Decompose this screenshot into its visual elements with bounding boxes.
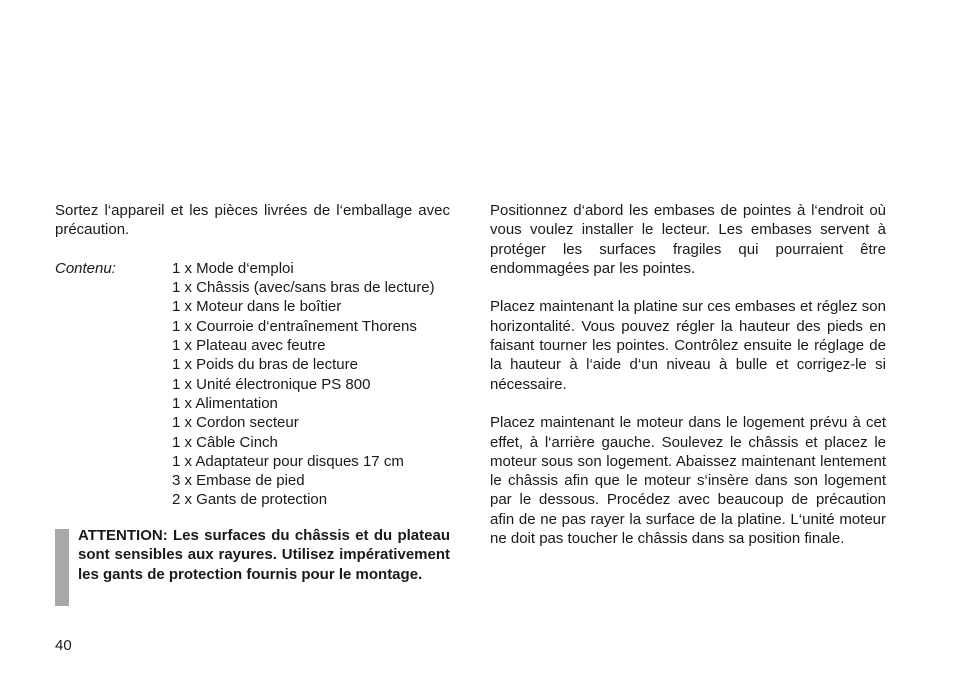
paragraph-motor: Placez maintenant le moteur dans le logement prévu à cet effet, à l‘arrière gauche. Soulevez le châssis et placez le moteur sous son logement. Abaissez maintenant lentement le châssis afin que le moteur s‘insère dans son logement par le dessous. Procédez avec beaucoup de précaution afin de ne pas rayer la surface de la platine. L‘unité moteur ne doit pas toucher le châssis dans sa position finale. [490, 414, 886, 548]
contents-item: 2 x Gants de protection [172, 491, 328, 509]
paragraph-positioning: Positionnez d‘abord les embases de pointes à l‘endroit où vous voulez installer le lecteur. Les embases servent à protéger les surfaces fragiles qui pourraient être endommagées par les pointes. [490, 202, 886, 277]
attention-text: ATTENTION: Les surfaces du châssis et du plateau sont sensibles aux rayures. Utilisez impérativement les gants de protection fournis pour le montage. [78, 527, 450, 583]
contents-item: 1 x Alimentation [172, 394, 278, 412]
contents-item: 1 x Moteur dans le boîtier [172, 298, 342, 316]
contents-list [172, 259, 450, 510]
contents-item: 1 x Adaptateur pour disques 17 cm [172, 452, 404, 470]
page-number: 40 [55, 637, 72, 654]
contents-label: Contenu: [55, 259, 116, 277]
contents-item: 1 x Câble Cinch [172, 433, 278, 451]
intro-paragraph: Sortez l‘appareil et les pièces livrées de l‘emballage avec précaution. [55, 202, 450, 239]
contents-item: 1 x Courroie d‘entraînement Thorens [172, 317, 417, 335]
contents-item: 1 x Cordon secteur [172, 414, 299, 432]
contents-item: 1 x Plateau avec feutre [172, 337, 326, 355]
contents-item: 1 x Châssis (avec/sans bras de lecture) [172, 279, 435, 297]
contents-item: 3 x Embase de pied [172, 472, 305, 490]
attention-bar [55, 529, 69, 606]
left-column [55, 201, 450, 510]
contents-item: 1 x Unité électronique PS 800 [172, 375, 371, 393]
contents-section [55, 259, 450, 510]
contents-item: 1 x Mode d‘emploi [172, 259, 294, 277]
right-column [490, 201, 886, 568]
contents-item: 1 x Poids du bras de lecture [172, 356, 358, 374]
attention-box [55, 526, 450, 584]
paragraph-leveling: Placez maintenant la platine sur ces embases et réglez son horizontalité. Vous pouvez régler la hauteur des pieds en faisant tourner les pointes. Contrôlez ensuite le réglage de la hauteur à l‘aide d‘un niveau à bulle et corrigez-le si nécessaire. [490, 298, 886, 393]
